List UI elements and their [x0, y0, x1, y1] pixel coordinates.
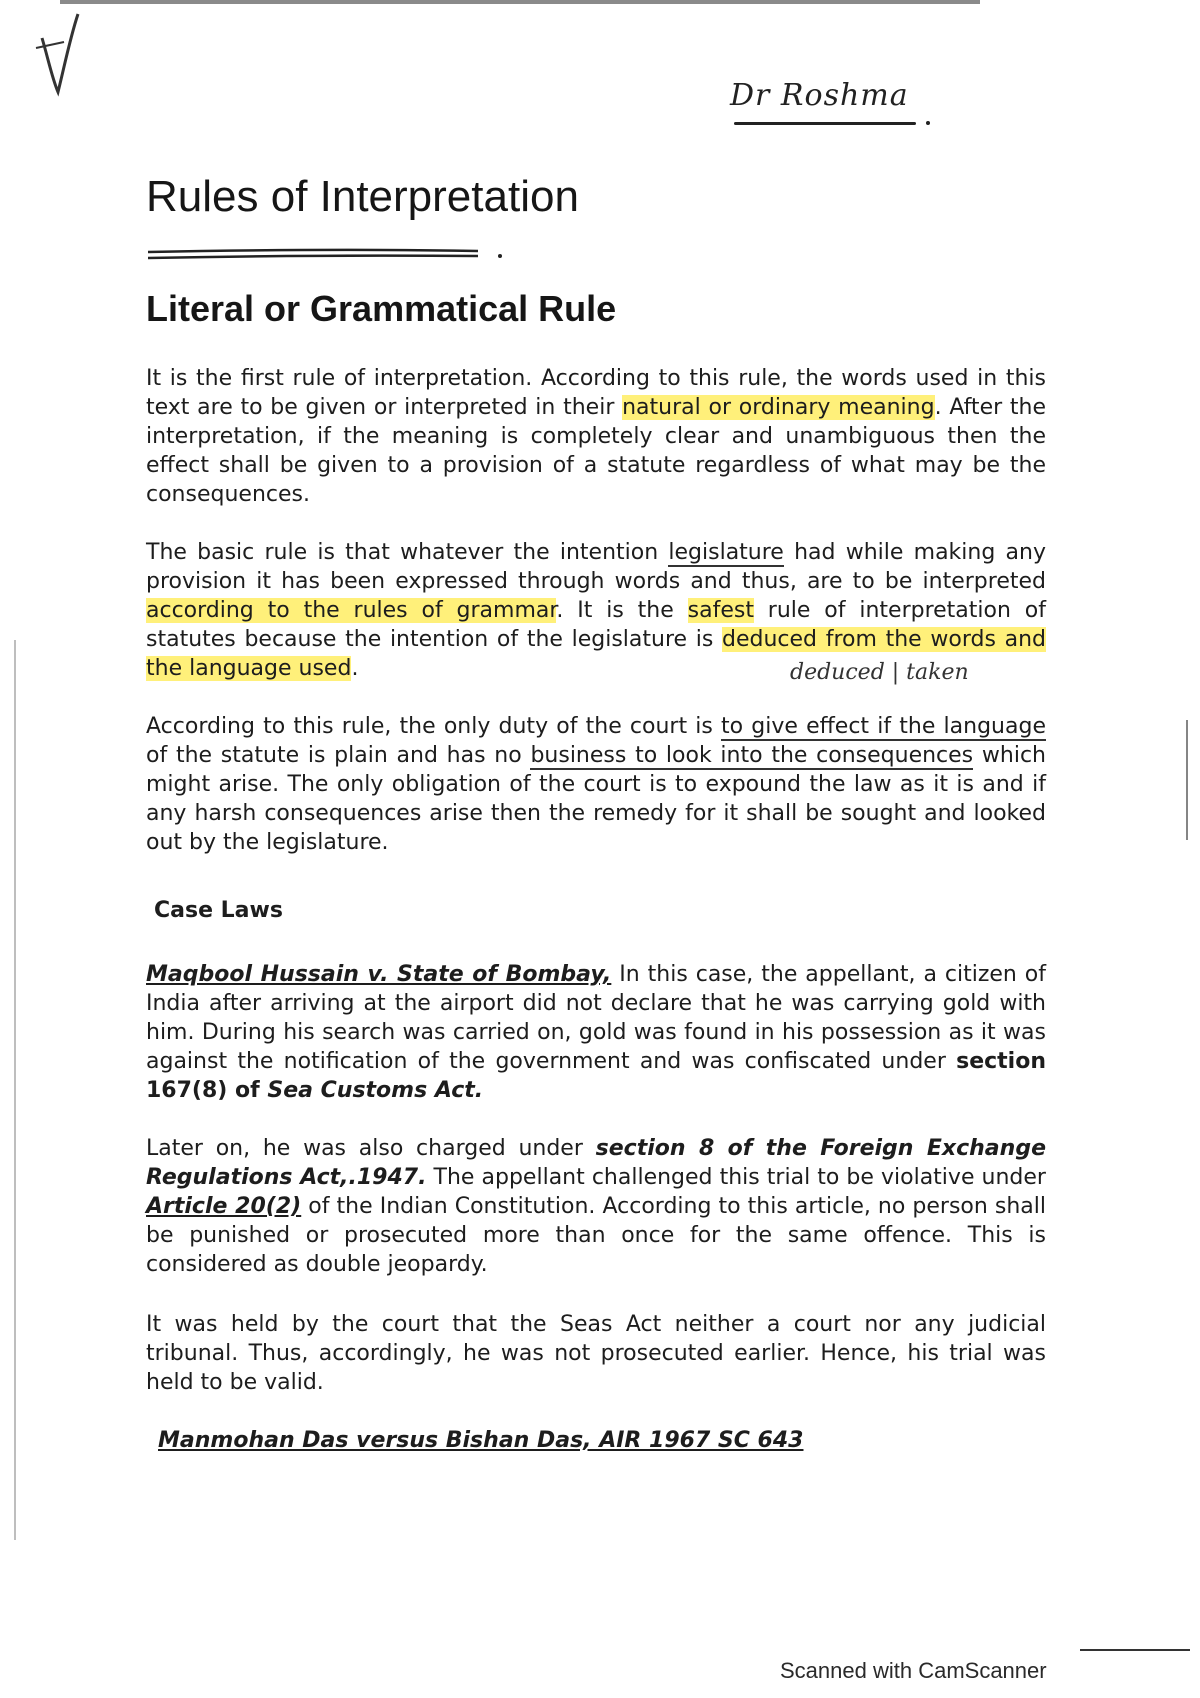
document-title: Rules of Interpretation	[146, 172, 579, 221]
handwritten-margin-note: deduced | taken	[790, 660, 969, 685]
p3-underlined-1: to give effect if the language	[721, 714, 1046, 739]
p5-act: section 8 of the Foreign Exchange Regulations Act,.1947.	[146, 1136, 1046, 1190]
p4-text-a: In this case, the appellant, a citizen of India after arriving at the airport did not declare that he was carrying gold with him. During his search was carried on, gold was found in his possession as it was against the notification of the government and was confiscated under	[146, 962, 1047, 1074]
p1-highlight: natural or ordinary meaning	[622, 395, 935, 420]
paragraph-4	[146, 960, 1046, 1105]
p2-text-e: . It is the	[556, 598, 688, 623]
p5-text-a: Later on, he was also charged under	[146, 1136, 596, 1161]
p2-text-g: rule of interpretation of statutes because the intention of the legislature is	[146, 598, 1046, 652]
p5-text-e: of the Indian Constitution. According to this article, no person shall be punished or prosecuted more than once for the same offence. This is considered as double jeopardy.	[146, 1194, 1046, 1277]
p2-text-c: had while making any provision it has been expressed through words and thus, are to be interpreted	[146, 540, 1046, 594]
section-title: Literal or Grammatical Rule	[146, 288, 617, 329]
handwritten-signature	[730, 78, 909, 113]
signature-text: Dr Roshma	[730, 78, 909, 113]
signature-dot	[926, 121, 930, 125]
tick-mark-icon	[34, 8, 94, 98]
p3-text-e: which might arise. The only obligation of the court is to expound the law as it is and if any harsh consequences arise then the remedy for it shall be sought and looked out by the legislature.	[146, 743, 1046, 855]
p4-text-c: of	[227, 1078, 268, 1103]
footer-rule	[1080, 1649, 1190, 1651]
case-two-title: Manmohan Das versus Bishan Das, AIR 1967 SC 643	[158, 1428, 804, 1453]
p3-text-c: of the statute is plain and has no	[146, 743, 531, 768]
paragraph-1	[146, 364, 1046, 509]
camscanner-footer: Scanned with CamScanner	[780, 1658, 1047, 1683]
p4-act: Sea Customs Act.	[267, 1078, 484, 1103]
p5-article: Article 20(2)	[146, 1194, 302, 1219]
p3-text-a: According to this rule, the only duty of the court is	[146, 714, 722, 739]
p1-text-c: . After the interpretation, if the meaning is completely clear and unambiguous then the effect shall be given to a provision of a statute regardless of what may be the consequences.	[146, 395, 1046, 507]
signature-underline	[734, 122, 916, 125]
p2-highlight-3: deduced from the words and the language used	[146, 627, 1046, 681]
paragraph-5	[146, 1134, 1046, 1279]
paragraph-3	[146, 712, 1046, 857]
p2-highlight-1: according to the rules of grammar	[146, 598, 557, 623]
case-name-manmohan	[158, 1428, 803, 1453]
scan-right-edge	[1186, 720, 1188, 840]
p5-text-c: The appellant challenged this trial to be violative under	[426, 1165, 1046, 1190]
p2-highlight-2: safest	[687, 598, 754, 623]
p2-text-a: The basic rule is that whatever the intention	[146, 540, 669, 565]
p4-section: section 167(8)	[146, 1049, 1046, 1103]
p2-text-i: .	[351, 656, 359, 681]
scan-top-edge	[60, 0, 980, 4]
case-laws-heading: Case Laws	[154, 898, 283, 923]
p1-text-a: It is the first rule of interpretation. According to this rule, the words used in this text are to be given or interpreted in their	[146, 366, 1046, 420]
scan-left-edge	[14, 640, 16, 1540]
p3-underlined-2: business to look into the consequences	[530, 743, 974, 768]
p2-underlined: legislature	[668, 540, 784, 565]
paragraph-6: It was held by the court that the Seas Act neither a court nor any judicial tribunal. Thus, accordingly, he was not prosecuted earlier. Hence, his trial was held to be valid.	[146, 1312, 1046, 1395]
title-double-underline	[148, 248, 508, 264]
case-name-maqbool: Maqbool Hussain v. State of Bombay,	[146, 962, 612, 987]
